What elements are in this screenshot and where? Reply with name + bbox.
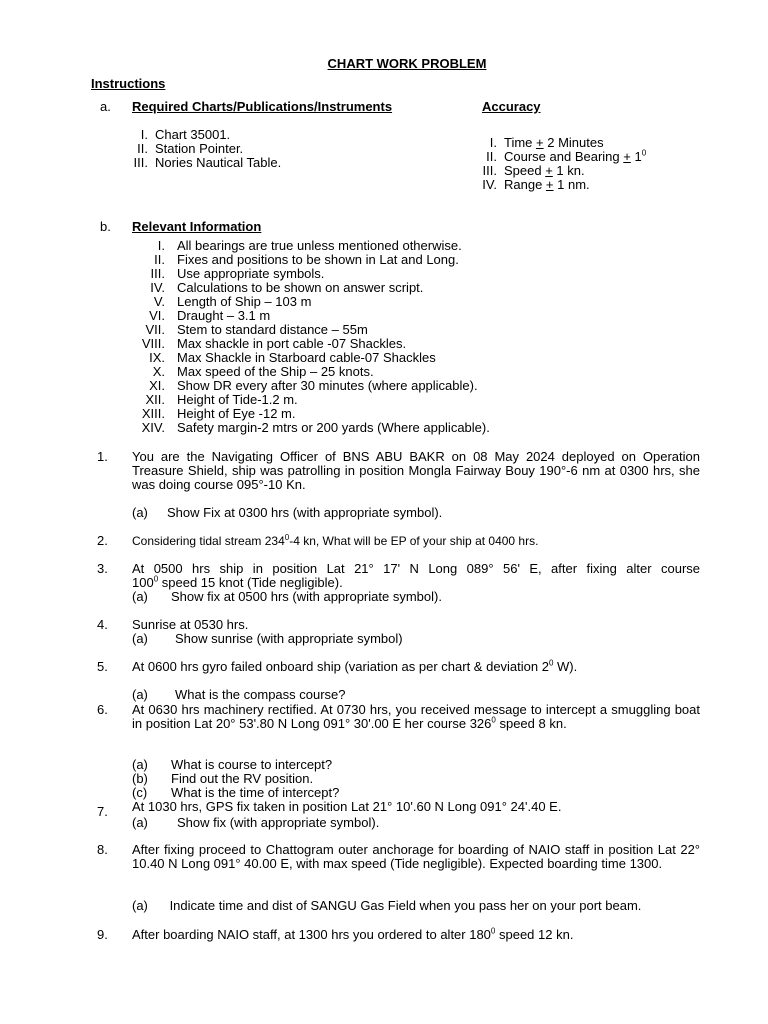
- question-text: After fixing proceed to Chattogram outer anchorage for boarding of NAIO staff in position Lat 22° 10.40 N Long 091° 40.00 E, with max speed (Tide negligible). Expected boarding time 1300.: [132, 842, 700, 871]
- list-item-number: I.: [140, 127, 148, 142]
- question-text: After boarding NAIO staff, at 1300 hrs you ordered to alter $180^0$ speed 12 kn.: [132, 926, 574, 942]
- sub-question-text: Show fix at 0500 hrs (with appropriate symbol).: [171, 589, 442, 604]
- list-item-number: IV.: [150, 280, 165, 295]
- question-number: 9.: [97, 927, 108, 942]
- list-item: Length of Ship – 103 m: [177, 294, 312, 309]
- sub-question-text: What is the compass course?: [175, 687, 346, 702]
- list-item: Max speed of the Ship – 25 knots.: [177, 364, 374, 379]
- list-item-number: VI.: [149, 308, 165, 323]
- list-item: Station Pointer.: [155, 141, 244, 156]
- list-item: Calculations to be shown on answer script.: [177, 280, 424, 295]
- section-a-heading: Required Charts/Publications/Instruments: [132, 99, 393, 114]
- list-item: Chart 35001.: [155, 127, 231, 142]
- list-item-number: XIV.: [141, 420, 165, 435]
- question-text: $100^0$ speed 15 knot (Tide negligible).: [132, 574, 343, 590]
- section-b-heading: Relevant Information: [132, 219, 262, 234]
- sub-question-label: (b): [132, 771, 148, 786]
- list-item: Stem to standard distance – 55m: [177, 322, 368, 337]
- list-item-number: X.: [152, 364, 165, 379]
- question-number: 8.: [97, 842, 108, 857]
- list-item-number: VIII.: [141, 336, 165, 351]
- sub-question-text: Find out the RV position.: [171, 771, 314, 786]
- list-item: Time + 2 Minutes: [504, 135, 604, 150]
- question-number: 1.: [97, 449, 108, 464]
- list-item-number: I.: [157, 238, 165, 253]
- list-item: Fixes and positions to be shown in Lat and Long.: [177, 252, 459, 267]
- list-item-number: II.: [137, 141, 148, 156]
- sub-question-text: Show sunrise (with appropriate symbol): [175, 631, 403, 646]
- list-item: Range + 1 nm.: [504, 177, 590, 192]
- question-number: 5.: [97, 659, 108, 674]
- list-item-number: III.: [133, 155, 148, 170]
- sub-question-text: Show Fix at 0300 hrs (with appropriate symbol).: [167, 505, 443, 520]
- question-number: 6.: [97, 702, 108, 717]
- sub-question-text: Show fix (with appropriate symbol).: [177, 815, 380, 830]
- list-item-number: I.: [489, 135, 497, 150]
- sub-question-label: (a): [132, 589, 148, 604]
- question-text: Sunrise at 0530 hrs.: [132, 617, 249, 632]
- list-item: Nories Nautical Table.: [155, 155, 282, 170]
- list-item: Use appropriate symbols.: [177, 266, 325, 281]
- sub-question-label: (a): [132, 815, 148, 830]
- list-item: Speed + 1 kn.: [504, 163, 585, 178]
- list-item: Safety margin-2 mtrs or 200 yards (Where applicable).: [177, 420, 490, 435]
- question-text: Considering tidal stream $234^0-4$ kn, What will be EP of your ship at 0400 hrs.: [132, 533, 539, 548]
- question-text: At 1030 hrs, GPS fix taken in position Lat 21° 10'.60 N Long 091° 24'.40 E.: [132, 799, 562, 814]
- section-b-letter: b.: [100, 219, 111, 234]
- sub-question-label: (a): [132, 505, 148, 520]
- list-item: All bearings are true unless mentioned otherwise.: [177, 238, 462, 253]
- list-item-number: XI.: [149, 378, 165, 393]
- sub-question-text: What is course to intercept?: [171, 757, 333, 772]
- question-number: 2.: [97, 533, 108, 548]
- sub-question-label: (a): [132, 757, 148, 772]
- list-item-number: II.: [486, 149, 497, 164]
- accuracy-heading: Accuracy: [482, 99, 541, 114]
- list-item: Course and Bearing + $1^0$: [504, 148, 647, 164]
- list-item: Max shackle in port cable -07 Shackles.: [177, 336, 407, 351]
- list-item: Max Shackle in Starboard cable-07 Shackles: [177, 350, 436, 365]
- sub-question-label: (a): [132, 898, 148, 913]
- sub-question-text: What is the time of intercept?: [171, 785, 340, 800]
- sub-question-label: (c): [132, 785, 148, 800]
- sub-question-text: [132, 899, 700, 913]
- list-item-number: XIII.: [141, 406, 165, 421]
- question-number: 3.: [97, 561, 108, 576]
- list-item-number: III.: [150, 266, 165, 281]
- list-item-number: XII.: [145, 392, 165, 407]
- list-item: Draught – 3.1 m: [177, 308, 271, 323]
- question-number: 4.: [97, 617, 108, 632]
- sub-question-body: Indicate time and dist of SANGU Gas Field when you pass her on your port beam.: [169, 898, 642, 913]
- list-item: Show DR every after 30 minutes (where applicable).: [177, 378, 478, 393]
- question-text: At 0500 hrs ship in position Lat 21° 17' N Long 089° 56' E, after fixing alter course: [132, 561, 700, 576]
- list-item: Height of Tide-1.2 m.: [177, 392, 298, 407]
- section-a-letter: a.: [100, 99, 111, 114]
- list-item-number: III.: [482, 163, 497, 178]
- list-item-number: V.: [153, 294, 165, 309]
- list-item: Height of Eye -12 m.: [177, 406, 296, 421]
- question-text: You are the Navigating Officer of BNS ABU BAKR on 08 May 2024 deployed on Operation Treasure Shield, ship was patrolling in position Mongla Fairway Bouy 190°-6 nm at 0300 hrs, she was doing course 095°-10 Kn.: [132, 449, 700, 492]
- sub-question-label: (a): [132, 631, 148, 646]
- question-number: 7.: [97, 804, 108, 819]
- instructions-heading: Instructions: [91, 76, 166, 91]
- list-item-number: II.: [154, 252, 165, 267]
- list-item-number: IX.: [149, 350, 165, 365]
- list-item-number: IV.: [482, 177, 497, 192]
- question-text: At 0630 hrs machinery rectified. At 0730 hrs, you received message to intercept a smuggling boat in position Lat 20° 53'.80 N Long 091° 30'.00 E her course $326^0$ speed 8 kn.: [132, 702, 700, 731]
- page-title: CHART WORK PROBLEM: [327, 56, 487, 71]
- question-text: At 0600 hrs gyro failed onboard ship (variation as per chart & deviation $2^0$ W).: [132, 658, 578, 674]
- sub-question-label: (a): [132, 687, 148, 702]
- list-item-number: VII.: [145, 322, 165, 337]
